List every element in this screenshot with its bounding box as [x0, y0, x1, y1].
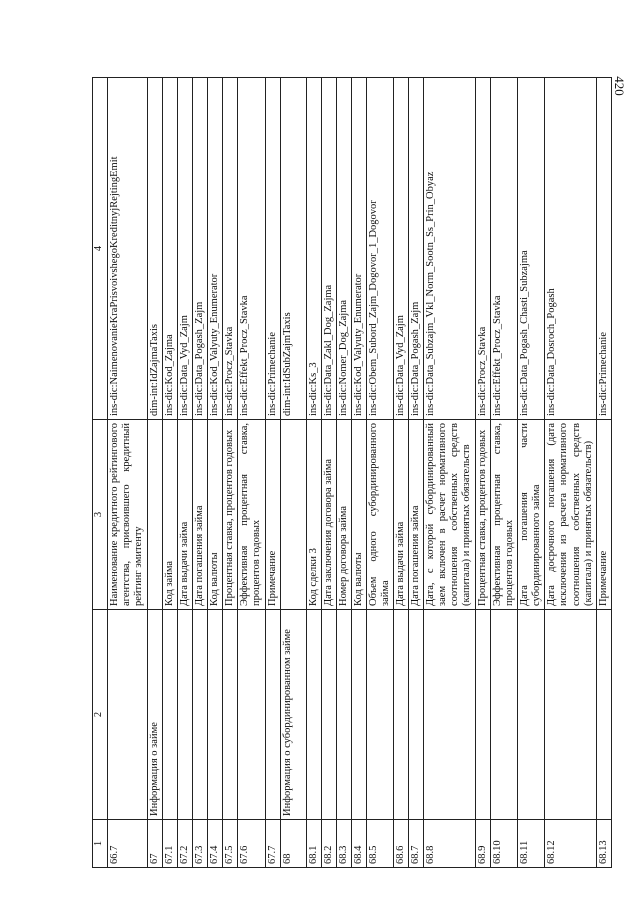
row-description: Дата заключения договора займа: [321, 420, 336, 610]
row-section: [351, 610, 366, 820]
row-section: [424, 610, 476, 820]
row-number: 67: [148, 820, 163, 868]
row-description: Код валюты: [208, 420, 223, 610]
row-section: [321, 610, 336, 820]
row-code: ins-dic:Effekt_Procz_Stavka: [238, 78, 265, 420]
row-code: ins-dic:Kod_Valyuty_Enumerator: [208, 78, 223, 420]
table-row: [193, 78, 208, 868]
row-number: 68.1: [306, 820, 321, 868]
row-code: dim-int:IdSubZajmTaxis: [280, 78, 306, 420]
row-section: Информация о субординированном займе: [280, 610, 306, 820]
row-code: ins-dic:Data_Vyd_Zajm: [393, 78, 408, 420]
row-code: ins-dic:Data_Pogash_Chasti_Subzajma: [518, 78, 545, 420]
table-row: [280, 78, 306, 868]
row-code: ins-dic:Obem_Subord_Zajm_Dogovor_1_Dogovor: [366, 78, 393, 420]
row-code: ins-dic:Data_Pogash_Zajm: [409, 78, 424, 420]
row-code: ins-dic:Data_Pogash_Zajm: [193, 78, 208, 420]
row-description: Примечание: [597, 420, 612, 610]
row-section: [265, 610, 280, 820]
row-code: ins-dic:Primechanie: [597, 78, 612, 420]
row-section: [518, 610, 545, 820]
row-code: ins-dic:Kod_Zajma: [163, 78, 178, 420]
table-row: [409, 78, 424, 868]
row-description: Дата выдачи займа: [393, 420, 408, 610]
row-section: [409, 610, 424, 820]
row-description: Код сделки 3: [306, 420, 321, 610]
row-code: ins-dic:Kod_Valyuty_Enumerator: [351, 78, 366, 420]
row-code: ins-dic:Procz_Stavka: [476, 78, 491, 420]
row-code: ins-dic:NaimenovanieKraPrisvoivshegoKreditnyjRejtingEmit: [108, 78, 148, 420]
row-number: 68.4: [351, 820, 366, 868]
table-row: [208, 78, 223, 868]
row-code: ins-dic:Nomer_Dog_Zajma: [336, 78, 351, 420]
header-row: [93, 78, 108, 868]
row-number: 67.5: [223, 820, 238, 868]
row-number: 67.6: [238, 820, 265, 868]
row-description: Объем одного субординированного займа: [366, 420, 393, 610]
column-header: 4: [93, 78, 108, 420]
row-description: Дата погашения займа: [409, 420, 424, 610]
row-number: 68.7: [409, 820, 424, 868]
table-row: [163, 78, 178, 868]
row-number: 68.9: [476, 820, 491, 868]
row-number: 68.5: [366, 820, 393, 868]
row-section: [491, 610, 518, 820]
page-number: 420: [611, 76, 627, 96]
row-section: [336, 610, 351, 820]
rotated-table-container: [92, 78, 610, 868]
row-description: Процентная ставка, процентов годовых: [476, 420, 491, 610]
table-row: [108, 78, 148, 868]
row-description: Эффективная процентная ставка, процентов годовых: [238, 420, 265, 610]
table-row: [545, 78, 597, 868]
row-description: Код валюты: [351, 420, 366, 610]
table-row: [306, 78, 321, 868]
row-description: Эффективная процентная ставка, процентов годовых: [491, 420, 518, 610]
row-number: 68.11: [518, 820, 545, 868]
row-number: 68.6: [393, 820, 408, 868]
row-number: 67.1: [163, 820, 178, 868]
column-header: 1: [93, 820, 108, 868]
row-section: [193, 610, 208, 820]
row-description: Номер договора займа: [336, 420, 351, 610]
table-row: [148, 78, 163, 868]
row-number: 68.10: [491, 820, 518, 868]
row-description: Процентная ставка, процентов годовых: [223, 420, 238, 610]
row-number: 68.2: [321, 820, 336, 868]
attributes-table: [92, 77, 612, 868]
row-description: Дата погашения займа: [193, 420, 208, 610]
row-section: [178, 610, 193, 820]
row-number: 67.4: [208, 820, 223, 868]
row-number: 68.12: [545, 820, 597, 868]
row-description: Дата выдачи займа: [178, 420, 193, 610]
row-section: Информация о займе: [148, 610, 163, 820]
row-description: Дата досрочного погашения (дата исключения из расчета нормативного соотношения собственных средств (капитала) и принятых обязательств): [545, 420, 597, 610]
row-code: ins-dic:Ks_3: [306, 78, 321, 420]
table-row: [351, 78, 366, 868]
row-section: [366, 610, 393, 820]
row-description: Дата, с которой субординированный заем включен в расчет нормативного соотношения собственных средств (капитала) и принятых обязательств: [424, 420, 476, 610]
row-description: [148, 420, 163, 610]
row-code: ins-dic:Data_Zakl_Dog_Zajma: [321, 78, 336, 420]
row-section: [597, 610, 612, 820]
row-code: ins-dic:Data_Dosroch_Pogash: [545, 78, 597, 420]
column-header: 2: [93, 610, 108, 820]
table-row: [597, 78, 612, 868]
row-number: 67.7: [265, 820, 280, 868]
table-row: [491, 78, 518, 868]
row-section: [476, 610, 491, 820]
table-row: [518, 78, 545, 868]
row-code: ins-dic:Procz_Stavka: [223, 78, 238, 420]
row-section: [393, 610, 408, 820]
row-number: 68: [280, 820, 306, 868]
table-row: [178, 78, 193, 868]
table-row: [366, 78, 393, 868]
row-code: ins-dic:Effekt_Procz_Stavka: [491, 78, 518, 420]
row-description: [280, 420, 306, 610]
row-description: Дата погашения части субординированного займа: [518, 420, 545, 610]
row-section: [545, 610, 597, 820]
table-row: [336, 78, 351, 868]
table-row: [223, 78, 238, 868]
table-row: [393, 78, 408, 868]
row-code: ins-dic:Data_Subzajm_Vkl_Norm_Sootn_Ss_Prin_Obyaz: [424, 78, 476, 420]
table-row: [238, 78, 265, 868]
row-number: 68.8: [424, 820, 476, 868]
table-body: [108, 78, 612, 868]
row-code: dim-int:IdZajmaTaxis: [148, 78, 163, 420]
row-description: Примечание: [265, 420, 280, 610]
row-section: [163, 610, 178, 820]
row-number: 68.13: [597, 820, 612, 868]
table-row: [424, 78, 476, 868]
row-description: Код займа: [163, 420, 178, 610]
row-section: [223, 610, 238, 820]
row-section: [108, 610, 148, 820]
table-row: [321, 78, 336, 868]
row-number: 67.2: [178, 820, 193, 868]
row-number: 66.7: [108, 820, 148, 868]
row-number: 67.3: [193, 820, 208, 868]
row-section: [208, 610, 223, 820]
column-header: 3: [93, 420, 108, 610]
row-code: ins-dic:Primechanie: [265, 78, 280, 420]
row-code: ins-dic:Data_Vyd_Zajm: [178, 78, 193, 420]
row-section: [306, 610, 321, 820]
row-number: 68.3: [336, 820, 351, 868]
table-row: [476, 78, 491, 868]
row-description: Наименование кредитного рейтингового агентства, присвоившего кредитный рейтинг эмитенту: [108, 420, 148, 610]
table-row: [265, 78, 280, 868]
row-section: [238, 610, 265, 820]
